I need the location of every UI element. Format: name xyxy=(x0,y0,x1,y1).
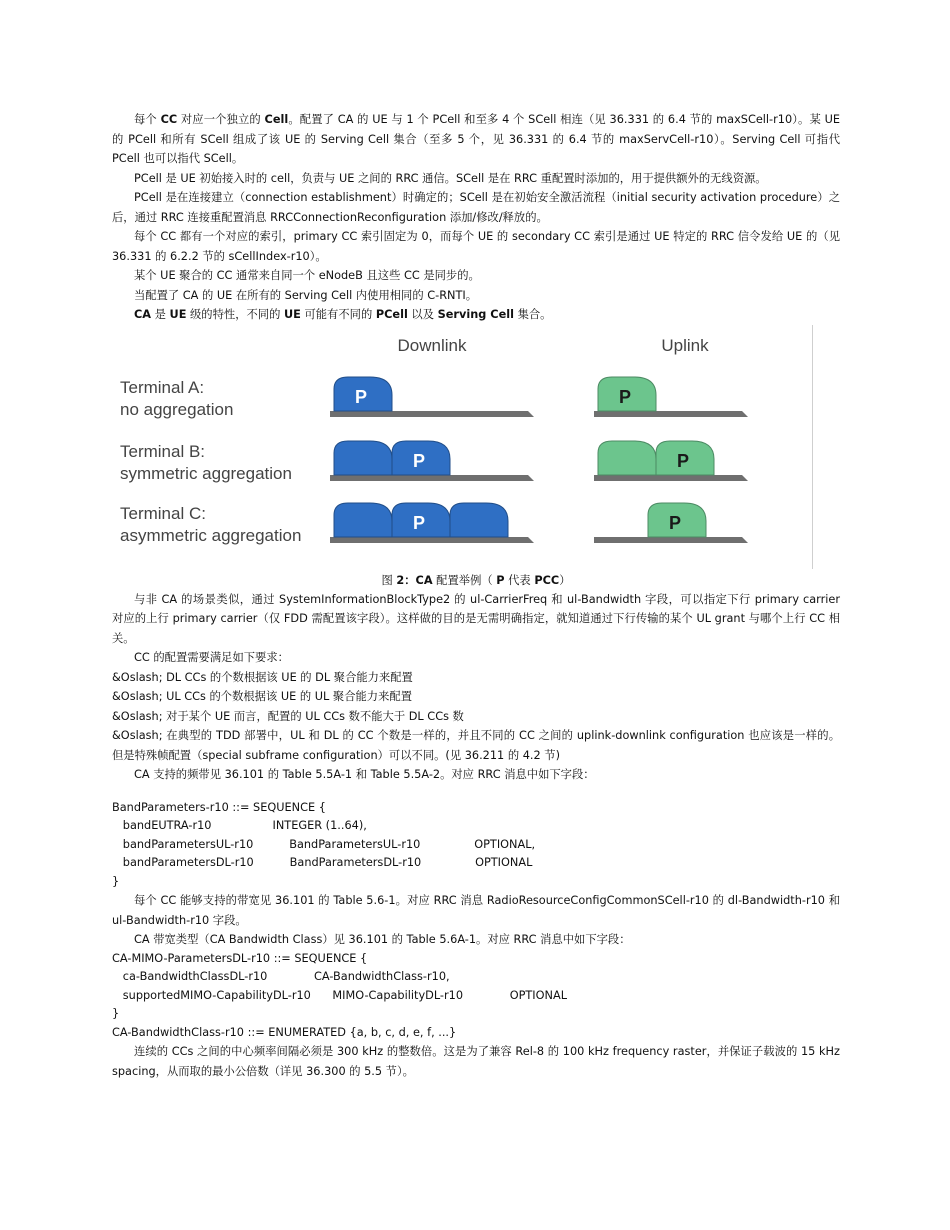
downlink-carrier xyxy=(450,503,508,537)
terminal-label: Terminal B: xyxy=(120,441,206,461)
text-run: 。配置了 CA 的 UE 与 1 个 PCell 和至多 4 个 SCell 相连（见 36.331 的 6.4 节的 maxSCell-r10）。某 UE 的 PCell 和所有 SCell 组成了该 UE 的 Serving Cell 集合（至多 5 个，见 36.331 的 6.4 节的 maxServCell-r10）。Serving Cell 可指代 PCell 也可以指代 SCell。 xyxy=(112,113,841,165)
paragraph xyxy=(112,648,840,668)
spacing-section xyxy=(112,1042,840,1081)
text-run: 以及 xyxy=(407,308,438,321)
text-run: 是 xyxy=(151,308,170,321)
bold-text: UE xyxy=(283,308,301,321)
figure-caption xyxy=(112,571,840,590)
paragraph xyxy=(112,590,840,649)
paragraph xyxy=(112,687,840,707)
code-line: bandParametersDL-r10 BandParametersDL-r10 OPTIONAL xyxy=(112,856,533,869)
text-run: 当配置了 CA 的 UE 在所有的 Serving Cell 内使用相同的 C-RNTI。 xyxy=(134,288,478,302)
paragraph xyxy=(112,707,840,727)
primary-carrier-mark: P xyxy=(676,450,690,471)
code-line: } xyxy=(112,874,120,888)
code-line: bandEUTRA-r10 INTEGER (1..64), xyxy=(112,819,367,832)
code-line: } xyxy=(112,1007,120,1020)
caption-pcc: PCC xyxy=(534,573,560,587)
caption-mid: 配置举例（ xyxy=(432,573,497,587)
text-run: 可能有不同的 xyxy=(300,308,376,321)
primary-carrier-mark: P xyxy=(412,450,426,471)
terminal-label: Terminal C: xyxy=(120,503,206,523)
text-run: PCell 是在连接建立（connection establishment）时确定的；SCell 是在初始安全激活流程（initial security activation procedure）之后，通过 RRC 连接重配置消息 RRCConnectionReconfiguration 添加/修改/释放的。 xyxy=(112,191,840,224)
paragraph xyxy=(112,668,840,688)
bold-text: CC xyxy=(160,113,178,126)
caption-colon: ： xyxy=(404,573,416,587)
paragraph xyxy=(112,726,840,765)
cc-config-section xyxy=(112,590,840,785)
downlink-baseline xyxy=(330,537,534,543)
terminal-description: symmetric aggregation xyxy=(120,463,292,483)
paragraph xyxy=(112,227,840,266)
paragraph xyxy=(112,110,840,169)
text-run: 每个 CC 都有一个对应的索引，primary CC 索引固定为 0，而每个 UE 的 secondary CC 索引是通过 UE 特定的 RRC 信令发给 UE 的（见 36.331 的 6.2.2 节的 sCellIndex-r10）。 xyxy=(112,230,840,263)
downlink-baseline xyxy=(330,475,534,481)
primary-carrier-mark: P xyxy=(618,386,632,407)
caption-end: ） xyxy=(559,573,571,587)
text-run: 与非 CA 的场景类似，通过 SystemInformationBlockType2 的 ul-CarrierFreq 和 ul-Bandwidth 字段，可以指定下行 primary carrier 对应的上行 primary carrier（仅 FDD 需配置该字段）。这样做的目的是无需明确指定，就知道通过下行传输的某个 UL grant 与哪个上行 CC 相关。 xyxy=(112,592,840,645)
paragraph xyxy=(112,305,840,325)
downlink-carrier xyxy=(334,441,392,475)
downlink-header: Downlink xyxy=(397,335,467,355)
terminal-description: asymmetric aggregation xyxy=(120,525,302,545)
paragraph xyxy=(112,266,840,286)
primary-carrier-mark: P xyxy=(412,512,426,533)
caption-ca: CA xyxy=(415,573,433,587)
text-run: &Oslash; 在典型的 TDD 部署中，UL 和 DL 的 CC 个数是一样的，并且不同的 CC 之间的 uplink-downlink configuration 也应该是一样的。但是特殊帧配置（special subframe configuration）可以不同。(见 36.211 的 4.2 节) xyxy=(112,729,840,762)
code-line: ca-BandwidthClassDL-r10 CA-BandwidthClass-r10, xyxy=(112,970,450,983)
text-run: &Oslash; 对于某个 UE 而言，配置的 UL CCs 数不能大于 DL CCs 数 xyxy=(112,709,464,723)
text-run: 对应一个独立的 xyxy=(177,113,265,126)
paragraph xyxy=(112,930,840,950)
primary-carrier-mark: P xyxy=(354,386,368,407)
text-run: 某个 UE 聚合的 CC 通常来自同一个 eNodeB 且这些 CC 是同步的。 xyxy=(134,269,480,282)
paragraph xyxy=(112,286,840,306)
code-line: BandParameters-r10 ::= SEQUENCE { xyxy=(112,800,326,814)
text-run: &Oslash; UL CCs 的个数根据该 UE 的 UL 聚合能力来配置 xyxy=(112,690,412,703)
text-run: 级的特性，不同的 xyxy=(186,308,284,321)
bold-text: Serving Cell xyxy=(437,308,514,321)
intro-section xyxy=(112,110,840,325)
bold-text: Cell xyxy=(264,113,289,126)
text-run: CA 支持的频带见 36.101 的 Table 5.5A-1 和 Table 5.5A-2。对应 RRC 消息中如下字段： xyxy=(134,768,595,781)
text-run: PCell 是 UE 初始接入时的 cell，负责与 UE 之间的 RRC 通信。SCell 是在 RRC 重配置时添加的，用于提供额外的无线资源。 xyxy=(134,171,767,185)
caption-rest: 代表 xyxy=(504,573,535,587)
text-run: 集合。 xyxy=(513,308,552,321)
terminal-description: no aggregation xyxy=(120,399,234,419)
caption-p: P xyxy=(496,573,505,587)
bold-text: PCell xyxy=(375,308,408,321)
ca-config-figure xyxy=(112,325,813,569)
spacer xyxy=(112,785,840,799)
code-ca-mimo-parameters xyxy=(112,950,840,1043)
text-run: 连续的 CCs 之间的中心频率间隔必须是 300 kHz 的整数倍。这是为了兼容 Rel-8 的 100 kHz frequency raster，并保证子载波的 15 kHz spacing，从而取的最小公倍数（详见 36.300 的 5.5 节）。 xyxy=(112,1045,840,1078)
uplink-baseline xyxy=(594,537,748,543)
caption-number: 2 xyxy=(396,573,405,587)
uplink-header: Uplink xyxy=(661,335,709,355)
paragraph xyxy=(112,891,840,930)
code-line: CA-MIMO-ParametersDL-r10 ::= SEQUENCE { xyxy=(112,951,368,965)
terminal-label: Terminal A: xyxy=(120,377,205,397)
bold-text: CA xyxy=(134,308,152,321)
code-line: supportedMIMO-CapabilityDL-r10 MIMO-CapabilityDL-r10 OPTIONAL xyxy=(112,988,568,1002)
ca-diagram xyxy=(112,325,812,569)
caption-prefix: 图 xyxy=(381,573,397,587)
downlink-baseline xyxy=(330,411,534,417)
text-run: 每个 CC 能够支持的带宽见 36.101 的 Table 5.6-1。对应 RRC 消息 RadioResourceConfigCommonSCell-r10 的 dl-Bandwidth-r10 和 ul-Bandwidth-r10 字段。 xyxy=(112,894,840,927)
downlink-carrier xyxy=(334,503,392,537)
text-run: 每个 xyxy=(134,113,161,126)
uplink-baseline xyxy=(594,475,748,481)
text-run: CC 的配置需要满足如下要求： xyxy=(134,651,289,664)
paragraph xyxy=(112,169,840,189)
code-line: bandParametersUL-r10 BandParametersUL-r10 OPTIONAL, xyxy=(112,837,536,851)
uplink-baseline xyxy=(594,411,748,417)
text-run: &Oslash; DL CCs 的个数根据该 UE 的 DL 聚合能力来配置 xyxy=(112,670,413,684)
paragraph xyxy=(112,1042,840,1081)
code-line: CA-BandwidthClass-r10 ::= ENUMERATED {a, b, c, d, e, f, ...} xyxy=(112,1025,457,1039)
text-run: CA 带宽类型（CA Bandwidth Class）见 36.101 的 Table 5.6A-1。对应 RRC 消息中如下字段： xyxy=(134,933,631,946)
bold-text: UE xyxy=(169,308,187,321)
paragraph xyxy=(112,765,840,785)
document-body xyxy=(112,110,840,1081)
paragraph xyxy=(112,188,840,227)
bandwidth-section xyxy=(112,891,840,950)
primary-carrier-mark: P xyxy=(668,512,682,533)
uplink-carrier xyxy=(598,441,656,475)
code-band-parameters xyxy=(112,799,840,892)
